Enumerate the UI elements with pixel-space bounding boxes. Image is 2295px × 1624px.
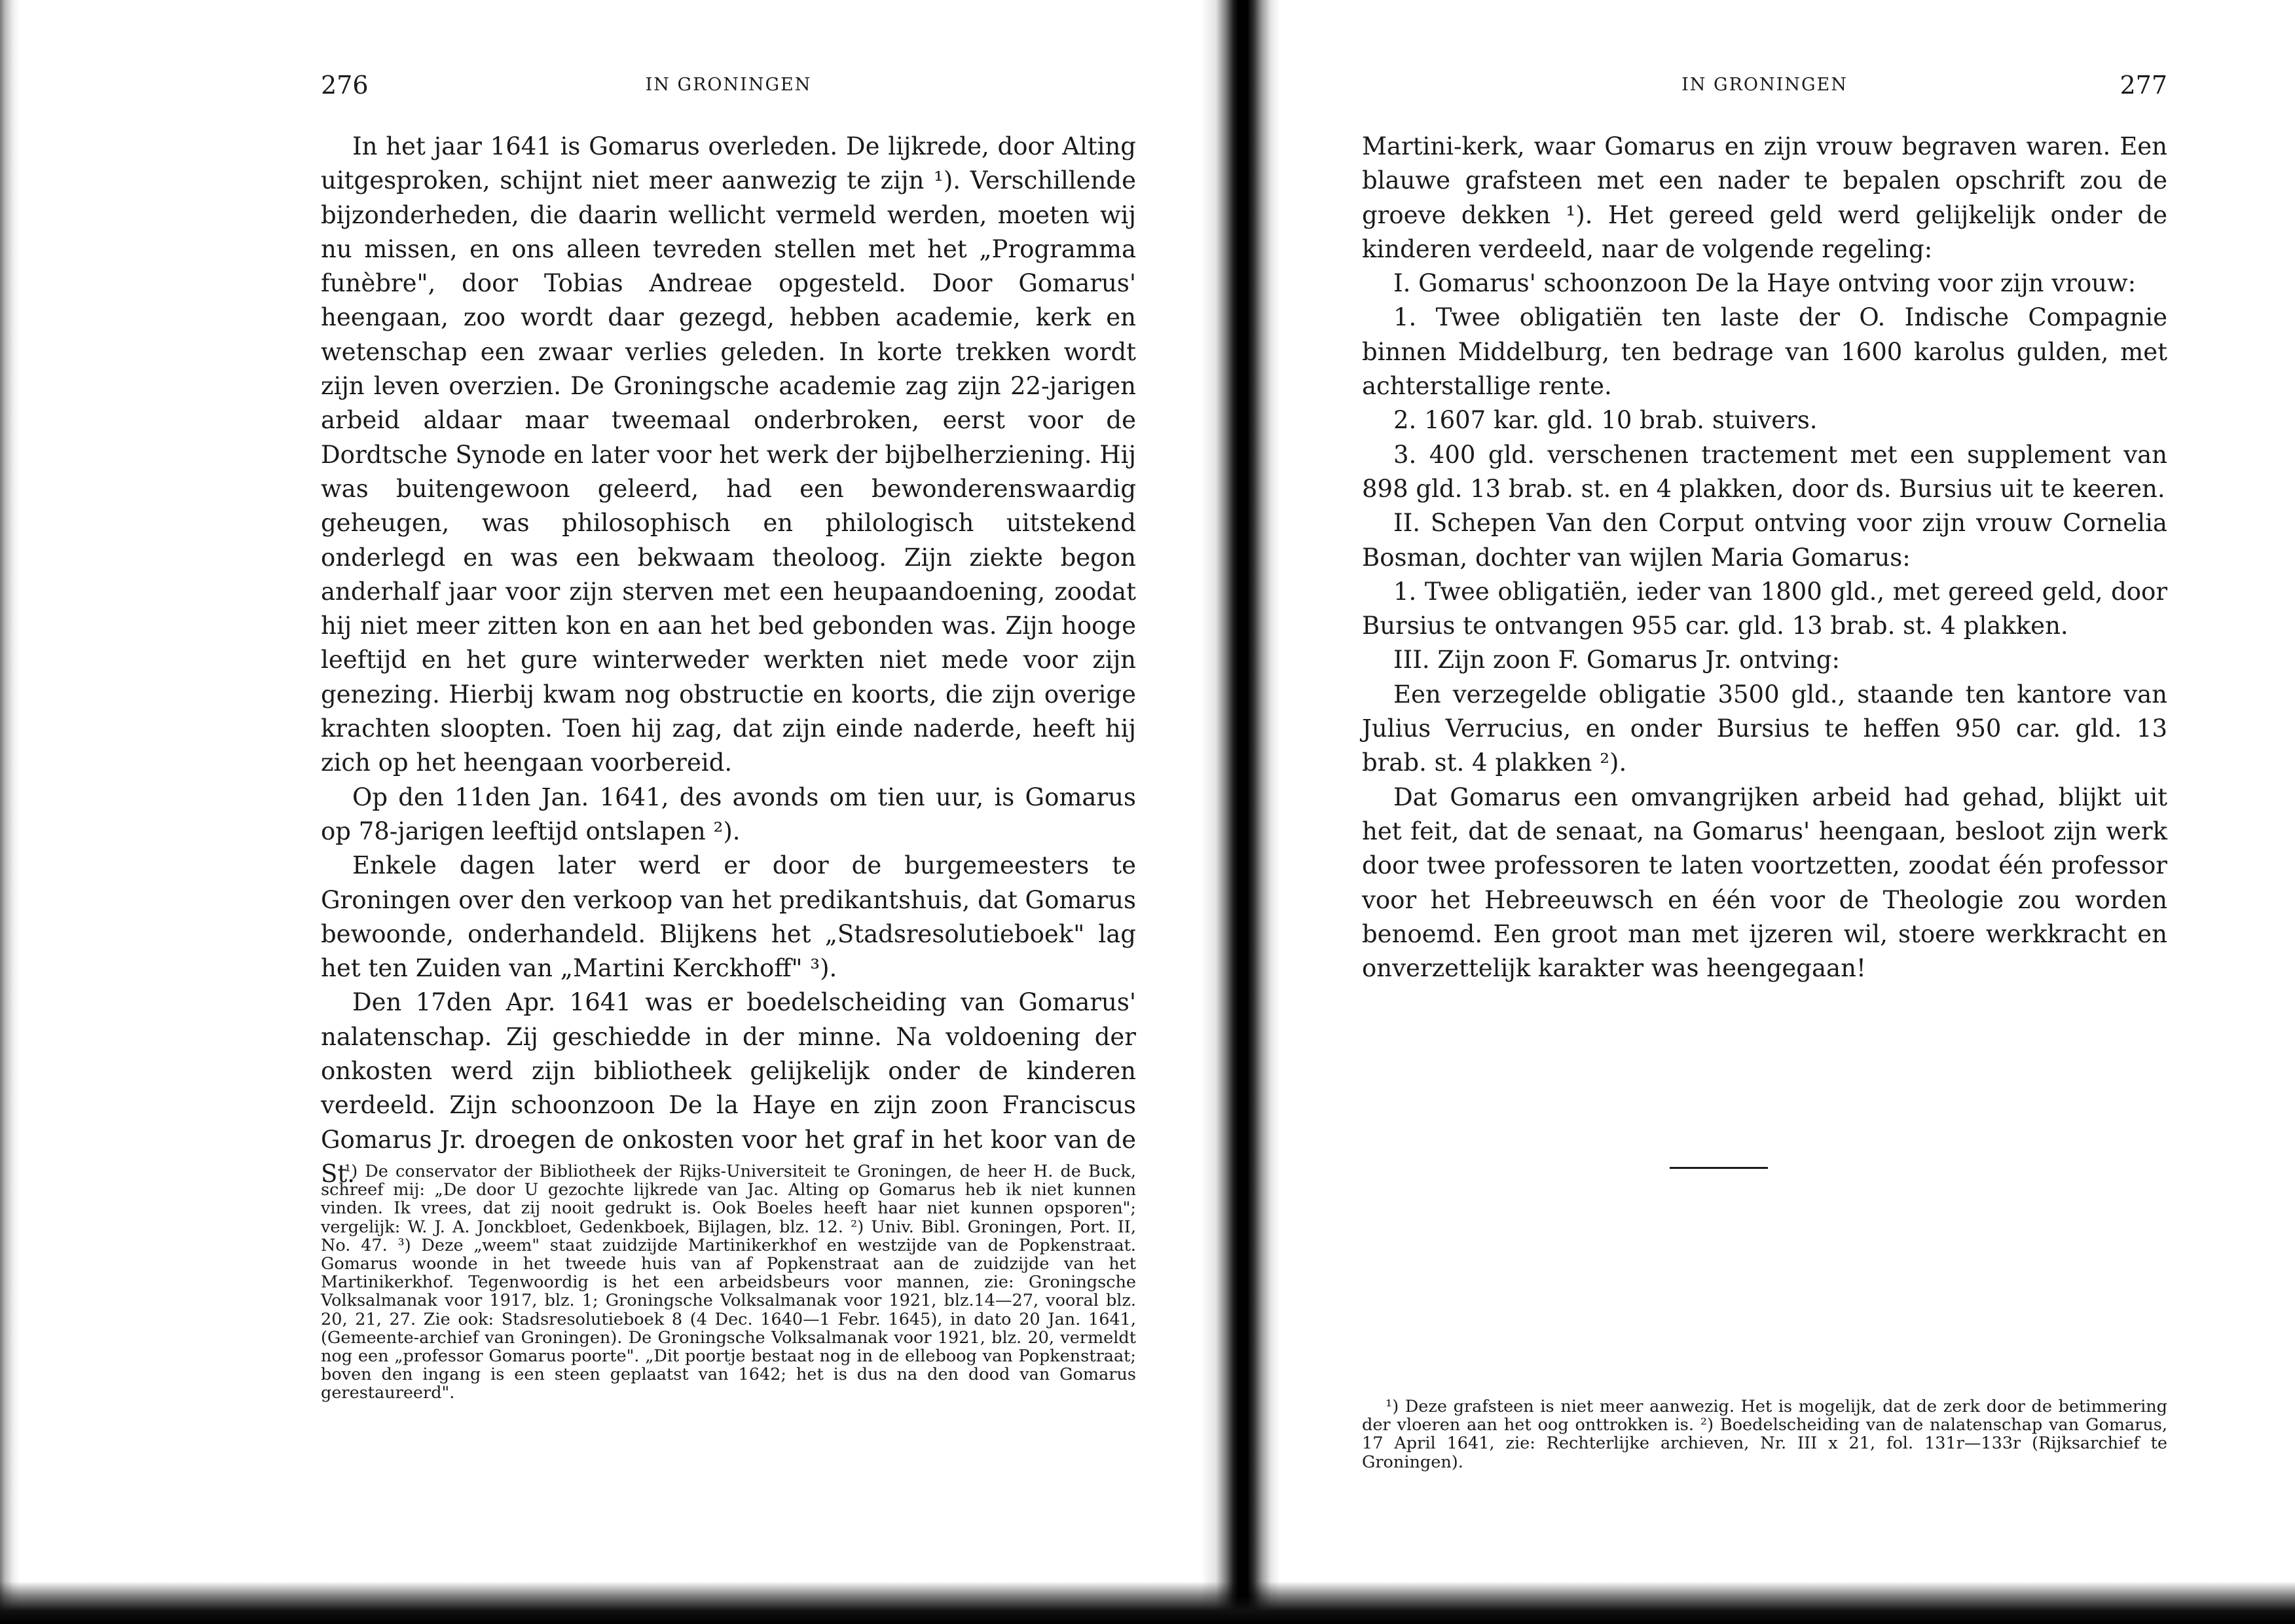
right-body-text <box>1362 130 2167 986</box>
right-running-head <box>1362 65 2167 105</box>
right-running-title: IN GRONINGEN <box>1681 75 1848 95</box>
left-page-number: 276 <box>321 71 369 100</box>
paragraph: Enkele dagen later werd er door de burgemeesters te Groningen over den verkoop van het predikantshuis, dat Gomarus bewoonde, onderhandeld. Blijkens het „Stadsresolutieboek" lag het ten Zuiden van „Martini Kerckhoff" ³). <box>321 851 1136 983</box>
list-item: II. Schepen Van den Corput ontving voor zijn vrouw Cornelia Bosman, dochter van wijlen Maria Gomarus: <box>1362 509 2167 572</box>
footnote: ¹) Deze grafsteen is niet meer aanwezig. Het is mogelijk, dat de zerk door de betimmering der vloeren aan het oog onttrokken is. ²) Boedelscheiding van de nalatenschap van Gomarus, 17 April 1641, zie: Rechterlijke archieven, Nr. III x 21, fol. 131r—133r (Rijksarchief te Groningen). <box>1362 1397 2167 1472</box>
list-item: Een verzegelde obligatie 3500 gld., staande ten kantore van Julius Verrucius, en onder Bursius te heffen 950 car. gld. 13 brab. st. 4 plakken ²). <box>1362 680 2167 777</box>
paragraph: Martini-kerk, waar Gomarus en zijn vrouw begraven waren. Een blauwe grafsteen met een nader te bepalen opschrift zou de groeve dekken ¹). Het gereed geld werd gelijkelijk onder de kinderen verdeeld, naar de volgende regeling: <box>1362 132 2167 263</box>
list-item: I. Gomarus' schoonzoon De la Haye ontving voor zijn vrouw: <box>1393 269 2137 298</box>
scan-bottom-shadow <box>0 1581 2295 1624</box>
list-item: III. Zijn zoon F. Gomarus Jr. ontving: <box>1393 646 1840 674</box>
right-page <box>1362 0 2167 1572</box>
list-item: 3. 400 gld. verschenen tractement met een supplement van 898 gld. 13 brab. st. en 4 plakken, door ds. Bursius uit te keeren. <box>1362 440 2167 503</box>
section-end-rule <box>1670 1167 1768 1169</box>
scan-left-edge <box>0 0 20 1624</box>
right-page-number: 277 <box>2120 71 2167 100</box>
left-page <box>321 0 1136 1572</box>
right-footnotes <box>1362 1397 2167 1471</box>
left-body-text <box>321 130 1136 1191</box>
list-item: 1. Twee obligatiën, ieder van 1800 gld., met gereed geld, door Bursius te ontvangen 955 car. gld. 13 brab. st. 4 plakken. <box>1362 577 2167 640</box>
footnote: ¹) De conservator der Bibliotheek der Rijks-Universiteit te Groningen, de heer H. de Buck, schreef mij: „De door U gezochte lijkrede van Jac. Alting op Gomarus heb ik niet kunnen vinden. Ik vrees, dat zij nooit gedrukt is. Ook Boeles heeft haar niet kunnen opsporen"; vergelijk: W. J. A. Jonckbloet, Gedenkboek, Bijlagen, blz. 12. ²) Univ. Bibl. Groningen, Port. II, No. 47. ³) Deze „weem" staat zuidzijde Martinikerkhof en westzijde van de Popkenstraat. Gomarus woonde in het tweede huis van af Popkenstraat aan de zuidzijde van het Martinikerkhof. Tegenwoordig is het een arbeidsbeurs voor mannen, zie: Groningsche Volksalmanak voor 1917, blz. 1; Groningsche Volksalmanak voor 1921, blz.14—27, vooral blz. 20, 21, 27. Zie ook: Stadsresolutieboek 8 (4 Dec. 1640—1 Febr. 1645), in dato 20 Jan. 1641, (Gemeente-archief van Groningen). De Groningsche Volksalmanak voor 1921, blz. 20, vermeldt nog een „professor Gomarus poorte". „Dit poortje bestaat nog in de elleboog van Popkenstraat; boven den ingang is een steen geplaatst van 1642; het is dus na den dood van Gomarus gerestaureerd". <box>321 1162 1136 1403</box>
paragraph: Op den 11den Jan. 1641, des avonds om tien uur, is Gomarus op 78-jarigen leeftijd ontslapen ²). <box>321 783 1136 845</box>
list-item: 1. Twee obligatiën ten laste der O. Indische Compagnie binnen Middelburg, ten bedrage van 1600 karolus gulden, met achterstallige rente. <box>1362 303 2167 401</box>
paragraph: Den 17den Apr. 1641 was er boedelscheiding van Gomarus' nalatenschap. Zij geschiedde in der minne. Na voldoening der onkosten werd zijn bibliotheek gelijkelijk onder de kinderen verdeeld. Zijn schoonzoon De la Haye en zijn zoon Franciscus Gomarus Jr. droegen de onkosten voor het graf in het koor van de St. <box>321 988 1136 1188</box>
list-item: 2. 1607 kar. gld. 10 brab. stuivers. <box>1393 406 1818 435</box>
paragraph: Dat Gomarus een omvangrijken arbeid had gehad, blijkt uit het feit, dat de senaat, na Gomarus' heengaan, besloot zijn werk door twee professoren te laten voortzetten, zoodat één professor voor het Hebreeuwsch en één voor de Theologie zou worden benoemd. Een groot man met ijzeren wil, stoere werkkracht en onverzettelijk karakter was heengegaan! <box>1362 783 2167 983</box>
left-running-head <box>321 65 1136 105</box>
left-running-title: IN GRONINGEN <box>645 75 812 95</box>
paragraph: In het jaar 1641 is Gomarus overleden. De lijkrede, door Alting uitgesproken, schijnt niet meer aanwezig te zijn ¹). Verschillende bijzonderheden, die daarin wellicht vermeld werden, moeten wij nu missen, en ons alleen tevreden stellen met het „Programma funèbre", door Tobias Andreae opgesteld. Door Gomarus' heengaan, zoo wordt daar gezegd, hebben academie, kerk en wetenschap een zwaar verlies geleden. In korte trekken wordt zijn leven overzien. De Groningsche academie zag zijn 22-jarigen arbeid aldaar maar tweemaal onderbroken, eerst voor de Dordtsche Synode en later voor het werk der bijbelherziening. Hij was buitengewoon geleerd, had een bewonderenswaardig geheugen, was philosophisch en philologisch uitstekend onderlegd en was een bekwaam theoloog. Zijn ziekte begon anderhalf jaar voor zijn sterven met een heupaandoening, zoodat hij niet meer zitten kon en aan het bed gebonden was. Zijn hooge leeftijd en het gure winterweder werkten niet mede voor zijn genezing. Hierbij kwam nog obstructie en koorts, die zijn overige krachten sloopten. Toen hij zag, dat zijn einde naderde, heeft hij zich op het heengaan voorbereid. <box>321 132 1136 777</box>
book-gutter <box>1202 0 1280 1624</box>
left-footnotes <box>321 1162 1136 1403</box>
